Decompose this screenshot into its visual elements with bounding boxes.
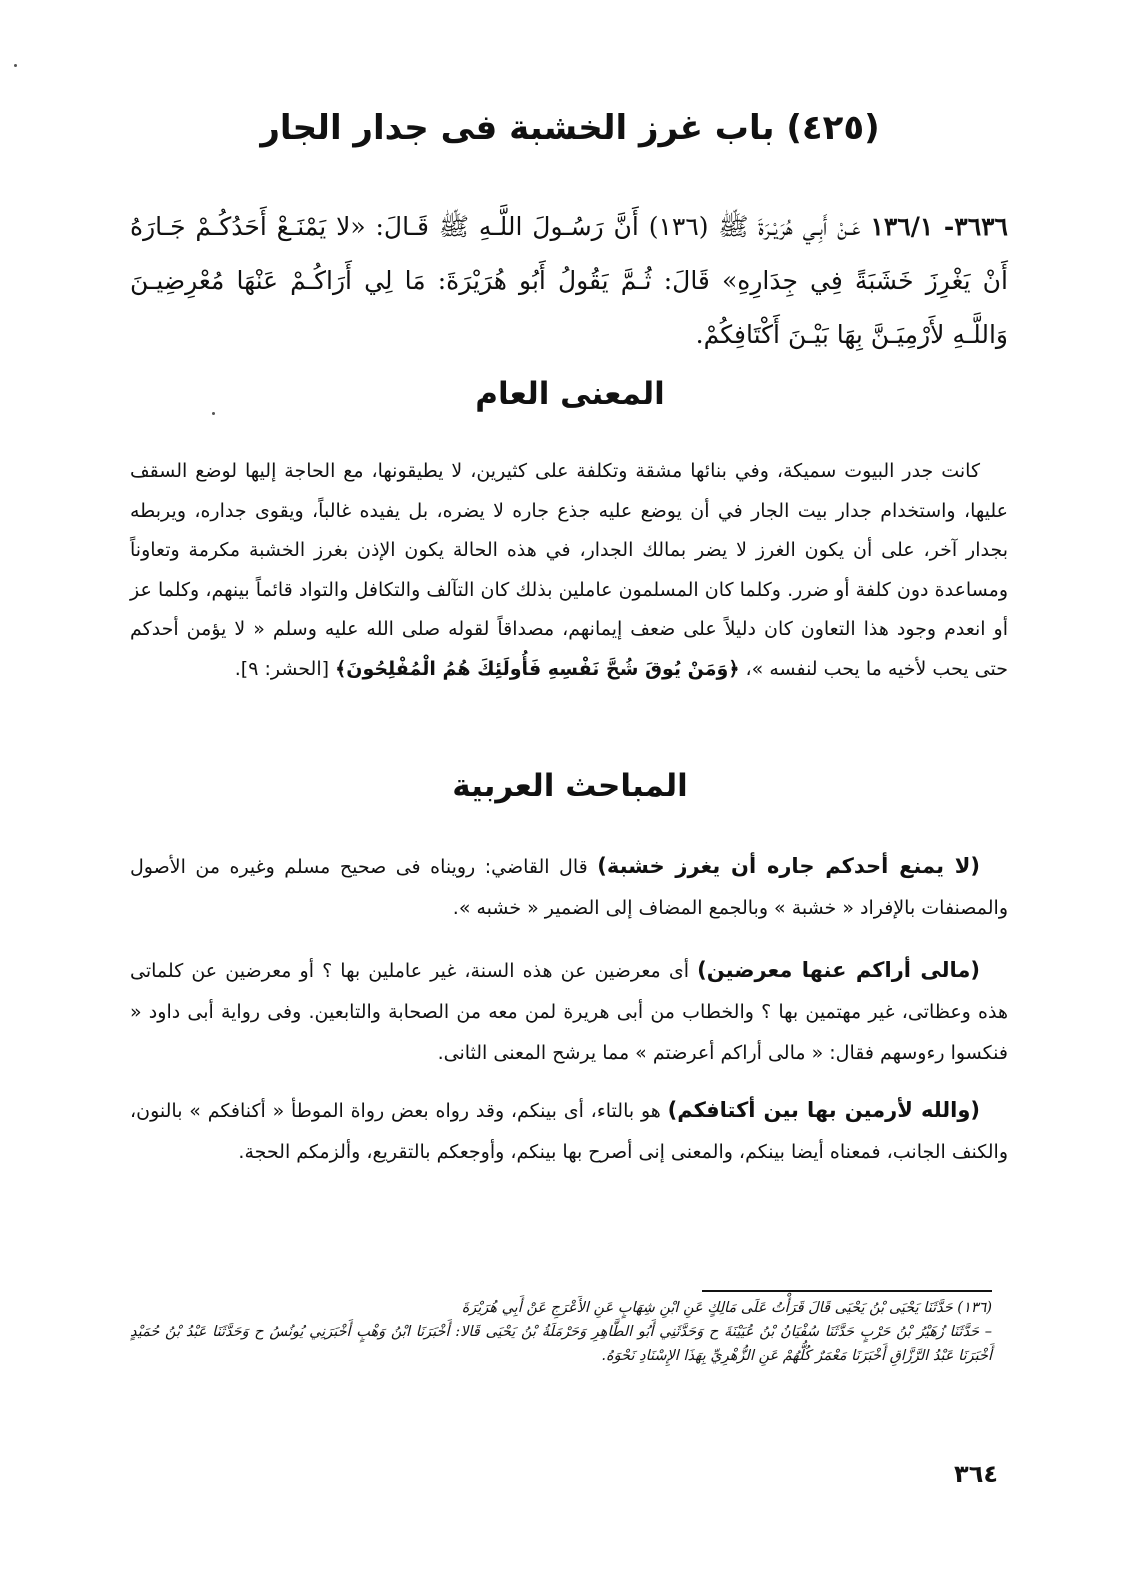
discussion-term: (لا يمنع أحدكم جاره أن يغرز خشبة) bbox=[597, 854, 980, 878]
quran-verse: ﴿وَمَنْ يُوقَ شُحَّ نَفْسِهِ فَأُولَئِكَ هُمُ الْمُفْلِحُونَ﴾ bbox=[335, 657, 740, 680]
discussion-text: قال القاضي: رويناه فى صحيح مسلم وغيره من الأصول والمصنفات بالإفراد « خشبة » وبالجمع المضاف إلى الضمير « خشبه ». bbox=[130, 856, 1008, 919]
discussion-note bbox=[130, 846, 1008, 929]
discussion-note bbox=[130, 950, 1008, 1074]
chapter-title: (٤٢٥) باب غرز الخشبة فى جدار الجار bbox=[260, 108, 880, 148]
discussion-term: (مالى أراكم عنها معرضين) bbox=[697, 958, 981, 982]
footnote bbox=[130, 1296, 992, 1368]
page-number: ٣٦٤ bbox=[954, 1460, 998, 1488]
quran-citation: [الحشر: ٩]. bbox=[234, 657, 330, 680]
scan-speck bbox=[212, 412, 215, 415]
footnote-line: (١٣٦) حَدَّثَنَا يَحْيَى بْنُ يَحْيَى قَالَ قَرَأْتُ عَلَى مَالِكٍ عَنِ ابْنِ شِهَابٍ عَنِ الأَعْرَجِ عَنْ أَبِي هُرَيْرَةَ bbox=[461, 1300, 992, 1316]
general-meaning-heading: المعنى العام bbox=[475, 376, 665, 412]
discussion-text: هو بالتاء، أى بينكم، وقد رواه بعض رواة الموطأ « أكنافكم » بالنون، والكنف الجانب، فمعناه أيضا بينكم، والمعنى إنى أصرح بها بينكم، وأوجعكم بالتقريع، وألزمكم الحجة. bbox=[130, 1100, 1008, 1163]
arabic-discussions-heading: المباحث العربية bbox=[452, 768, 688, 804]
discussion-text: أى معرضين عن هذه السنة، غير عاملين بها ؟ أو معرضين عن كلماتى هذه وعظاتى، غير مهتمين بها ؟ والخطاب من أبى هريرة لمن معه من الصحابة والتابعين. وفى رواية أبى داود « فنكسوا رءوسهم فقال: « مالى أراكم أعرضتم » مما يرشح المعنى الثانى. bbox=[130, 960, 1008, 1064]
hadith-text bbox=[130, 200, 1008, 362]
general-meaning-text: كانت جدر البيوت سميكة، وفي بنائها مشقة وتكلفة على كثيرين، لا يطيقونها، مع الحاجة إليها لوضع السقف عليها، واستخدام جدار بيت الجار في أن يوضع عليه جذع جاره لا يضره، بل يفيده غالباً، ويقوى جداره، ويربطه بجدار آخر، على أن يكون الغرز لا يضر بمالك الجدار، في هذه الحالة يكون الإذن بغرز الخشبة مكرمة وتعاوناً ومساعدة دون كلفة أو ضرر. وكلما كان المسلمون عاملين بذلك كان التآلف والتكافل والتواد قائماً بينهم، وكلما عز أو انعدم وجود هذا التعاون كان دليلاً على ضعف إيمانهم، مصداقاً لقوله صلى الله عليه وسلم « لا يؤمن أحدكم حتى يحب لأخيه ما يحب لنفسه »، bbox=[130, 460, 1008, 680]
discussion-term: (والله لأرمين بها بين أكتافكم) bbox=[667, 1098, 981, 1122]
footnote-divider bbox=[702, 1290, 992, 1292]
footnote-line: – حَدَّثَنَا زُهَيْرُ بْنُ حَرْبٍ حَدَّثَنَا سُفْيَانُ بْنُ عُيَيْنَةَ ح وَحَدَّثَنِي أَبُو الطَّاهِرِ وَحَرْمَلَةُ بْنُ يَحْيَى قَالا: أَخْبَرَنَا ابْنُ وَهْبٍ أَخْبَرَنِي يُونُسُ ح وَحَدَّثَنَا عَبْدُ بْنُ حُمَيْدٍ أَخْبَرَنَا عَبْدُ الرَّزَّاقِ أَخْبَرَنَا مَعْمَرٌ كُلُّهُمْ عَنِ الزُّهْرِيِّ بِهَذَا الإِسْنَادِ نَحْوَهُ. bbox=[130, 1324, 992, 1364]
scan-speck bbox=[14, 64, 17, 67]
discussion-note bbox=[130, 1090, 1008, 1173]
hadith-body: عَـنْ أَبِـي هُرَيْـرَةَ ﷺ (١٣٦) أَنَّ رَسُـولَ اللَّـهِ ﷺ قَـالَ: «لا يَمْنَـعْ أَحَدُكُـمْ جَـارَهُ أَنْ يَغْرِزَ خَشَبَةً فِي جِدَارِهِ» قَالَ: ثُـمَّ يَقُولُ أَبُو هُرَيْرَةَ: مَا لِي أَرَاكُـمْ عَنْهَا مُعْرِضِيـنَ وَاللَّـهِ لأَرْمِيَـنَّ بِهَا بَيْـنَ أَكْتَافِكُمْ. bbox=[130, 212, 1008, 349]
general-meaning-paragraph bbox=[130, 452, 1008, 689]
hadith-number: ٣٦٣٦- ١٣٦/١ bbox=[870, 212, 1008, 241]
